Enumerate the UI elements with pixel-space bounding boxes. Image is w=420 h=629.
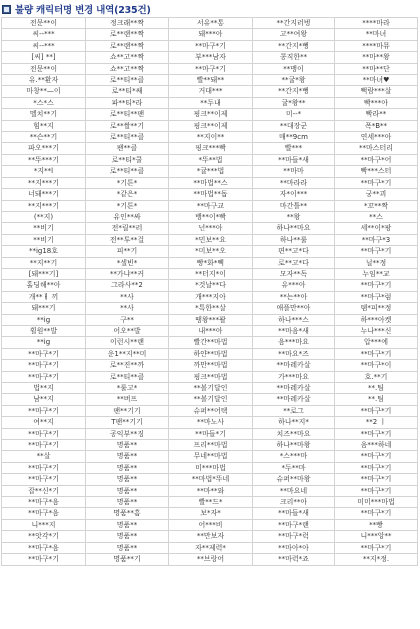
table-cell: 연세***아 xyxy=(335,132,418,143)
table-cell: 쇼**고**짝 xyxy=(86,63,169,74)
table-cell: 하나**룰 xyxy=(253,234,335,245)
table-cell: *기튼* xyxy=(86,177,169,188)
table-cell: **마구교 xyxy=(169,200,253,211)
table-cell: **빵 xyxy=(335,519,418,530)
table-cell: *스*스 xyxy=(2,97,86,108)
table-row xyxy=(2,360,418,371)
table-cell: 니***지 xyxy=(2,519,86,530)
table-cell: **마구*기 xyxy=(2,428,86,439)
table-cell: 보*자* xyxy=(169,508,253,519)
table-cell: 핑크**이제 xyxy=(169,120,253,131)
table-cell: 잡**신*기 xyxy=(2,485,86,496)
table-cell: 핑크**이제 xyxy=(169,109,253,120)
table-row xyxy=(2,166,418,177)
table-cell: **마구*랜 xyxy=(253,519,335,530)
table-cell: 파오***기 xyxy=(2,143,86,154)
table-cell: 전문**이 xyxy=(2,18,86,29)
table-cell: **마구*기 xyxy=(335,474,418,485)
table-cell: 무네**마법 xyxy=(169,451,253,462)
table-cell: 멜치**기 xyxy=(2,109,86,120)
table-cell: 뱅**이*빡 xyxy=(169,211,253,222)
table-cell: 유***아 xyxy=(253,280,335,291)
table-cell: 매**9cm xyxy=(253,132,335,143)
table-row xyxy=(2,440,418,451)
table-cell: 미--* xyxy=(253,109,335,120)
table-row xyxy=(2,314,418,325)
table-row xyxy=(2,508,418,519)
table-cell: **마구*기 xyxy=(2,405,86,416)
table-row xyxy=(2,303,418,314)
table-row xyxy=(2,189,418,200)
table-cell: 명품** xyxy=(86,462,169,473)
table-cell: 전*릴**러 xyxy=(86,223,169,234)
table-cell: **마들*새 xyxy=(253,508,335,519)
table-cell: **마구*음 xyxy=(2,542,86,553)
table-cell: **지이** xyxy=(169,132,253,143)
table-cell: 유.**환자 xyxy=(2,75,86,86)
table-cell: **슨**기 xyxy=(2,132,86,143)
table-row xyxy=(2,223,418,234)
table-cell: 쇼**고**짝 xyxy=(86,52,169,63)
table-cell: 운1**지**미 xyxy=(86,348,169,359)
table-cell: 로**랜**짝 xyxy=(86,29,169,40)
table-cell: 명품** xyxy=(86,451,169,462)
table-row xyxy=(2,75,418,86)
table-cell: *뚜**법 xyxy=(169,154,253,165)
table-cell: 호.**기 xyxy=(335,371,418,382)
table-cell: 이런시**랜 xyxy=(86,337,169,348)
table-row xyxy=(2,451,418,462)
table-row xyxy=(2,325,418,336)
table-cell: **브랑어 xyxy=(169,554,253,565)
table-cell: **살 xyxy=(2,451,86,462)
table-cell: 음***하네 xyxy=(335,440,418,451)
table-cell: **마아*아 xyxy=(253,542,335,553)
table-cell: *룰고* xyxy=(86,383,169,394)
table-row xyxy=(2,143,418,154)
table-cell: *지**l xyxy=(2,166,86,177)
table-cell: **뚜***기 xyxy=(2,154,86,165)
table-cell: *스***마 xyxy=(253,451,335,462)
table-cell: 자**제력* xyxy=(169,542,253,553)
table-cell: **마법**돕 xyxy=(169,189,253,200)
table-row xyxy=(2,132,418,143)
table-cell: (**지) xyxy=(2,211,86,222)
table-cell: 마창**—이 xyxy=(2,86,86,97)
table-cell: 빡***스터 xyxy=(335,166,418,177)
table-cell: **마구*기 xyxy=(2,474,86,485)
table-cell: **마구*기 xyxy=(335,485,418,496)
table-cell: 로**티**팬 xyxy=(86,109,169,120)
table-cell: **마구*3 xyxy=(335,234,418,245)
table-row xyxy=(2,405,418,416)
table-cell: 개**ㅐ 끼 xyxy=(2,291,86,302)
table-cell: 누임**교 xyxy=(335,268,418,279)
table-cell: ****마뮤 xyxy=(335,40,418,51)
table-cell: **마레카살 xyxy=(253,394,335,405)
table-cell: 모자**독 xyxy=(253,268,335,279)
table-row xyxy=(2,497,418,508)
table-cell: 압***에 xyxy=(335,337,418,348)
table-cell: 씨--*** xyxy=(2,40,86,51)
table-cell: **로그 xyxy=(253,405,335,416)
table-cell: 로**쌀**기 xyxy=(86,120,169,131)
table-cell: 가***마요 xyxy=(253,371,335,382)
table-cell: 명품** xyxy=(86,485,169,496)
table-row xyxy=(2,554,418,565)
table-cell: **마음*새 xyxy=(253,325,335,336)
table-cell: **터지*이 xyxy=(169,268,253,279)
table-cell: 명품** xyxy=(86,440,169,451)
table-cell: **두내 xyxy=(169,97,253,108)
table-row xyxy=(2,394,418,405)
table-cell: 고**여왕 xyxy=(253,29,335,40)
table-row xyxy=(2,474,418,485)
table-cell: 로**티**클 xyxy=(86,75,169,86)
table-cell: **마**와 xyxy=(169,485,253,496)
table-cell: **마구*기 xyxy=(2,348,86,359)
table-row xyxy=(2,177,418,188)
table-cell: **지***기 xyxy=(2,200,86,211)
table-cell: **마구*기 xyxy=(2,371,86,382)
table-row xyxy=(2,40,418,51)
table-cell: **지*정. xyxy=(335,554,418,565)
table-cell: 로**티**클 xyxy=(86,371,169,382)
table-cell: 치즈**마요 xyxy=(253,428,335,439)
table-cell: [씨] **] xyxy=(2,52,86,63)
table-cell: **볼기달인 xyxy=(169,383,253,394)
table-cell: 어***비 xyxy=(169,519,253,530)
table-cell: 닐**정 xyxy=(335,257,418,268)
table-cell: **마구*기 xyxy=(335,177,418,188)
table-cell: **마구*기 xyxy=(2,554,86,565)
table-cell: **마구*기 xyxy=(335,462,418,473)
table-cell: 하나**지* xyxy=(253,417,335,428)
table-cell: 누나***신 xyxy=(335,325,418,336)
table-cell: 휠원**발 xyxy=(2,325,86,336)
table-row xyxy=(2,200,418,211)
table-cell: **마요네 xyxy=(253,485,335,496)
table-cell: **앗각*기 xyxy=(2,531,86,542)
table-cell: **왕 xyxy=(253,211,335,222)
table-cell: **간지*뻥 xyxy=(253,86,335,97)
table-cell: T팬**기기 xyxy=(86,417,169,428)
table-row xyxy=(2,246,418,257)
table-cell: **마레카살 xyxy=(253,383,335,394)
table-row xyxy=(2,417,418,428)
table-cell: 팬**클 xyxy=(86,143,169,154)
table-cell: **ig18호 xyxy=(2,246,86,257)
table-cell: 법**지 xyxy=(2,383,86,394)
table-row xyxy=(2,63,418,74)
table-cell: 미***마법 xyxy=(169,462,253,473)
table-cell: **.팀 xyxy=(335,383,418,394)
table-cell: ****마라 xyxy=(335,18,418,29)
table-cell: **는**아 xyxy=(253,291,335,302)
table-cell: 하나**마요 xyxy=(253,223,335,234)
table-cell: 니***앙** xyxy=(335,531,418,542)
table-cell: 로**티**클 xyxy=(86,166,169,177)
table-row xyxy=(2,154,418,165)
table-cell: *특한**살 xyxy=(169,303,253,314)
table-row xyxy=(2,97,418,108)
table-cell: 명품**흠 xyxy=(86,508,169,519)
table-cell: 명품**기 xyxy=(86,554,169,565)
table-cell: 정크래**짝 xyxy=(86,18,169,29)
table-cell: **마구*기 xyxy=(335,428,418,439)
table-cell: 명품** xyxy=(86,542,169,553)
name-change-table xyxy=(1,17,418,566)
table-cell: **마구*기 xyxy=(335,280,418,291)
table-row xyxy=(2,211,418,222)
table-cell: **마들*기 xyxy=(169,428,253,439)
table-cell: **마노사 xyxy=(169,417,253,428)
table-cell: 폭*B** xyxy=(335,120,418,131)
table-cell: 남**지 xyxy=(2,394,86,405)
table-cell: **마구*기 xyxy=(169,40,253,51)
table-row xyxy=(2,542,418,553)
table-cell: **스 xyxy=(335,211,418,222)
table-cell: 뻑람***살 xyxy=(335,86,418,97)
table-cell: 공익부**징 xyxy=(86,428,169,439)
table-row xyxy=(2,52,418,63)
table-row xyxy=(2,109,418,120)
table-cell: 힘**지 xyxy=(2,120,86,131)
table-cell: 부***남자 xyxy=(169,52,253,63)
table-cell: **맹이 xyxy=(253,63,335,74)
table-row xyxy=(2,348,418,359)
table-cell: 하나**마왕 xyxy=(253,440,335,451)
table-cell: 어오**발 xyxy=(86,325,169,336)
table-cell: *민보**요 xyxy=(169,234,253,245)
table-cell: 슈퍼**마왕 xyxy=(253,474,335,485)
table-cell: **마구*기 xyxy=(335,508,418,519)
table-cell: 자*이*** xyxy=(253,189,335,200)
table-cell: 팬**기기 xyxy=(86,405,169,416)
table-cell: 명품** xyxy=(86,474,169,485)
table-cell: **마구*기 xyxy=(2,440,86,451)
table-row xyxy=(2,268,418,279)
table-row xyxy=(2,280,418,291)
table-cell: **마**단 xyxy=(335,63,418,74)
page-title: 불량 캐릭터명 변경 내역(235건) xyxy=(15,5,151,16)
table-cell: **마요*즈 xyxy=(253,348,335,359)
table-cell: **간지*뻥 xyxy=(253,40,335,51)
table-cell: 핑크***빡 xyxy=(169,143,253,154)
table-row xyxy=(2,383,418,394)
table-cell: *미보**오 xyxy=(169,246,253,257)
table-cell: **사 xyxy=(86,291,169,302)
table-cell: 구** xyxy=(86,314,169,325)
table-cell: 거대*** xyxy=(169,86,253,97)
table-cell: **ig xyxy=(2,337,86,348)
table-cell: 마간틀** xyxy=(253,200,335,211)
table-row xyxy=(2,371,418,382)
table-cell: 하얀**마법 xyxy=(169,348,253,359)
table-cell: 개***지아 xyxy=(169,291,253,302)
table-cell: 명품** xyxy=(86,519,169,530)
table-cell: **마구*기 xyxy=(335,542,418,553)
table-cell: **마구*럼 xyxy=(335,291,418,302)
table-cell: *같은* xyxy=(86,189,169,200)
table-cell: **마스터리 xyxy=(335,143,418,154)
table-cell: **마력*죠 xyxy=(253,554,335,565)
table-cell: 유인**싸 xyxy=(86,211,169,222)
table-cell: **마녀 xyxy=(335,29,418,40)
table-cell: 빡라** xyxy=(335,109,418,120)
table-cell: 넌***아 xyxy=(169,223,253,234)
table-row xyxy=(2,462,418,473)
table-cell: 로**랜**짝 xyxy=(86,40,169,51)
table-cell: 땡왕***꽐 xyxy=(169,314,253,325)
table-cell: **귤*왕 xyxy=(253,75,335,86)
table-cell: **마법*뚜네 xyxy=(169,474,253,485)
table-cell: **마구*기 xyxy=(2,462,86,473)
table-cell: **마법**스 xyxy=(169,177,253,188)
table-cell: 로**진**까 xyxy=(86,360,169,371)
table-cell: **마구*기 xyxy=(335,405,418,416)
table-row xyxy=(2,29,418,40)
table-cell: 슈퍼**어택 xyxy=(169,405,253,416)
table-cell: 미미***마법 xyxy=(335,497,418,508)
table-cell: 로**티*쿨 xyxy=(86,154,169,165)
table-cell: 여**지 xyxy=(2,417,86,428)
table-cell: *귤***법 xyxy=(169,166,253,177)
table-row xyxy=(2,234,418,245)
table-cell: **마구*이 xyxy=(335,360,418,371)
table-cell: 전**투**걸 xyxy=(86,234,169,245)
table-cell: 명품** xyxy=(86,531,169,542)
table-cell: 프리**마법 xyxy=(169,440,253,451)
table-cell: 귤*왕** xyxy=(253,97,335,108)
table-cell: **마레카살 xyxy=(253,360,335,371)
table-cell: **비기 xyxy=(2,234,86,245)
table-cell: 크리**아 xyxy=(253,497,335,508)
table-cell: **마**왕 xyxy=(335,52,418,63)
table-cell: **마구*럭 xyxy=(253,531,335,542)
header xyxy=(2,2,151,16)
table-cell: 돼***기 xyxy=(2,303,86,314)
table-cell: *셀빈* xyxy=(86,257,169,268)
table-cell: **버프 xyxy=(86,394,169,405)
table-cell: **만보자 xyxy=(169,531,253,542)
table-row xyxy=(2,18,418,29)
table-row xyxy=(2,120,418,131)
table-cell: **마구*음 xyxy=(2,497,86,508)
table-cell: **간지러벙 xyxy=(253,18,335,29)
table-cell: [돼***기] xyxy=(2,268,86,279)
table-cell: 세**이*팡 xyxy=(335,223,418,234)
table-cell: 편**고*다 xyxy=(253,246,335,257)
table-cell: 홀딩해**아 xyxy=(2,280,86,291)
table-cell: *꼬**짝 xyxy=(335,200,418,211)
table-cell: 탬*피**정 xyxy=(335,303,418,314)
table-cell: 빡***아 xyxy=(335,97,418,108)
table-cell: 씨--*** xyxy=(2,29,86,40)
table-cell: 핑크**마법 xyxy=(169,371,253,382)
table-cell: 그라사**2 xyxy=(86,280,169,291)
table-cell: **마들*새 xyxy=(253,154,335,165)
table-cell: **마녀♥ xyxy=(335,75,418,86)
table-cell: *기튼* xyxy=(86,200,169,211)
table-cell: **대장군 xyxy=(253,120,335,131)
square-bullet-icon xyxy=(2,5,11,14)
table-cell: **2 ㅣ xyxy=(335,417,418,428)
table-cell: **마구*음 xyxy=(2,508,86,519)
table-cell: **마구*기 xyxy=(335,246,418,257)
table-row xyxy=(2,291,418,302)
table-row xyxy=(2,531,418,542)
table-cell: 로**티*쌔 xyxy=(86,86,169,97)
table-row xyxy=(2,337,418,348)
table-cell: **비기 xyxy=(2,223,86,234)
table-cell: **마라라 xyxy=(253,177,335,188)
table-cell: 피**기 xyxy=(86,246,169,257)
table-cell: 빨**드* xyxy=(169,497,253,508)
table-cell: 하나***스 xyxy=(253,314,335,325)
table-cell: 까만**마법 xyxy=(169,360,253,371)
table-cell: **마구*어 xyxy=(335,154,418,165)
table-cell: 전문**이 xyxy=(2,63,86,74)
table-cell: 서유**통 xyxy=(169,18,253,29)
table-cell: **사 xyxy=(86,303,169,314)
table-cell: 로**고*다 xyxy=(253,257,335,268)
table-cell: 빨*** xyxy=(253,143,335,154)
table-row xyxy=(2,428,418,439)
table-cell: **ig xyxy=(2,314,86,325)
name-change-table-body xyxy=(2,18,418,566)
table-cell: **마구*기 xyxy=(169,63,253,74)
table-cell: 궁**괴 xyxy=(335,189,418,200)
table-cell: **마구*기 xyxy=(335,348,418,359)
table-cell: *두**마 xyxy=(253,462,335,473)
table-cell: 돼***아 xyxy=(169,29,253,40)
table-cell: **마구*기 xyxy=(335,451,418,462)
table-cell: **마마 xyxy=(253,166,335,177)
table-cell: 빨**돼** xyxy=(169,75,253,86)
table-cell: **지***기 xyxy=(2,177,86,188)
table-cell: **가냐**커 xyxy=(86,268,169,279)
table-cell: 애플만**아 xyxy=(253,303,335,314)
table-cell: 콩직한** xyxy=(253,52,335,63)
table-row xyxy=(2,485,418,496)
table-cell: 빵*화*뼉 xyxy=(169,257,253,268)
table-cell: 빨간**마법 xyxy=(169,337,253,348)
table-cell: *것날**다 xyxy=(169,280,253,291)
table-row xyxy=(2,257,418,268)
table-cell: 음***마요 xyxy=(253,337,335,348)
table-cell: 너돼***기 xyxy=(2,189,86,200)
table-cell: **지**기 xyxy=(2,257,86,268)
table-cell: **볼기달인 xyxy=(169,394,253,405)
table-cell: 파**티*라 xyxy=(86,97,169,108)
table-cell: **.팀 xyxy=(335,394,418,405)
table-cell: 내***아 xyxy=(169,325,253,336)
table-cell: 명품** xyxy=(86,497,169,508)
table-cell: **마구*기 xyxy=(2,360,86,371)
table-cell: 로**티**클 xyxy=(86,132,169,143)
table-cell: 하***아켓 xyxy=(335,314,418,325)
table-row xyxy=(2,519,418,530)
table-row xyxy=(2,86,418,97)
